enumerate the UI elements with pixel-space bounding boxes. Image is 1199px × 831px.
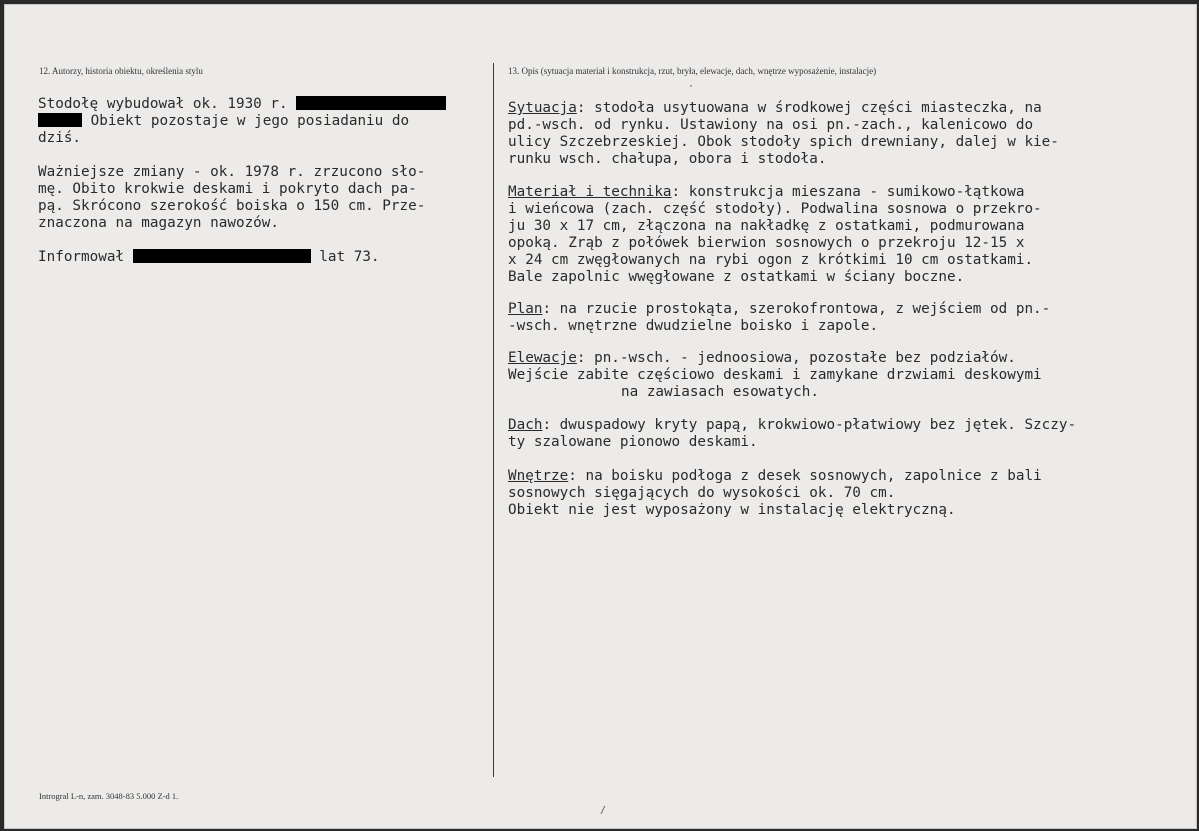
elevations-line-3: na zawiasach esowatych.: [621, 384, 819, 400]
ink-speck: ·: [688, 81, 695, 92]
material-line-6: Bale zapolnic wwęgłowane z ostatkami w ściany boczne.: [508, 269, 965, 285]
changes-line-2: mę. Obito krokwie deskami i pokryto dach pa-: [38, 181, 417, 197]
situation-line-2: pd.-wsch. od rynku. Ustawiony na osi pn.-zach., kalenicowo do: [508, 117, 1034, 133]
pencil-mark: /: [600, 805, 607, 816]
column-divider: [493, 63, 494, 777]
situation-line-4: runku wsch. chałupa, obora i stodoła.: [508, 151, 827, 167]
changes-line-4: znaczona na magazyn nawozów.: [38, 215, 280, 231]
roof-line-1: Dach: dwuspadowy kryty papą, krokwiowo-płatwiowy bez jętek. Szczy-: [508, 417, 1077, 433]
material-line-3: ju 30 x 17 cm, złączona na nakładkę z ostatkami, podmurowana: [508, 218, 1025, 234]
redaction-bar: [38, 113, 82, 127]
redaction-bar: [296, 96, 446, 110]
left-column-header: 12. Autorzy, historia obiektu, określenia stylu: [39, 66, 203, 76]
interior-line-1: Wnętrze: na boisku podłoga z desek sosnowych, zapolnice z bali: [508, 468, 1042, 484]
material-line-2: i wieńcowa (zach. część stodoły). Podwalina sosnowa o przekro-: [508, 201, 1042, 217]
right-column-header: 13. Opis (sytuacja materiał i konstrukcja, rzut, bryła, elewacje, dach, wnętrze wyposażenie, instalacje): [508, 66, 877, 76]
history-line-3: dziś.: [38, 130, 82, 146]
interior-line-2: sosnowych sięgających do wysokości ok. 70 cm.: [508, 485, 896, 501]
plan-line-2: -wsch. wnętrzne dwudzielne boisko i zapole.: [508, 318, 879, 334]
changes-line-1: Ważniejsze zmiany - ok. 1978 r. zrzucono sło-: [38, 164, 426, 180]
elevations-line-1: Elewacje: pn.-wsch. - jednoosiowa, pozostałe bez podziałów.: [508, 350, 1016, 366]
history-line-2: Obiekt pozostaje w jego posiadaniu do: [38, 113, 409, 130]
material-line-1: Materiał i technika: konstrukcja mieszana - sumikowo-łątkowa: [508, 184, 1025, 200]
changes-line-3: pą. Skrócono szerokość boiska o 150 cm. Prze-: [38, 198, 426, 214]
situation-line-1: Sytuacja: stodoła usytuowana w środkowej części miasteczka, na: [508, 100, 1042, 116]
roof-line-2: ty szalowane pionowo deskami.: [508, 434, 758, 450]
history-line-1: Stodołę wybudował ok. 1930 r.: [38, 96, 446, 113]
record-card: [4, 4, 1197, 829]
informant-line: Informował lat 73.: [38, 249, 380, 265]
elevations-line-2: Wejście zabite częściowo deskami i zamykane drzwiami deskowymi: [508, 367, 1042, 383]
printer-footer: Introgral L-n, zam. 3048-83 5.000 Z-d 1.: [39, 791, 179, 801]
situation-line-3: ulicy Szczebrzeskiej. Obok stodoły spich drewniany, dalej w kie-: [508, 134, 1059, 150]
redaction-bar: [133, 249, 311, 263]
interior-line-3: Obiekt nie jest wyposażony w instalację elektryczną.: [508, 502, 956, 518]
material-line-4: opoką. Zrąb z połówek bierwion sosnowych o przekroju 12-15 x: [508, 235, 1025, 251]
plan-line-1: Plan: na rzucie prostokąta, szerokofrontowa, z wejściem od pn.-: [508, 301, 1051, 317]
material-line-5: x 24 cm zwęgłowanych na rybi ogon z krótkimi 10 cm ostatkami.: [508, 252, 1034, 268]
